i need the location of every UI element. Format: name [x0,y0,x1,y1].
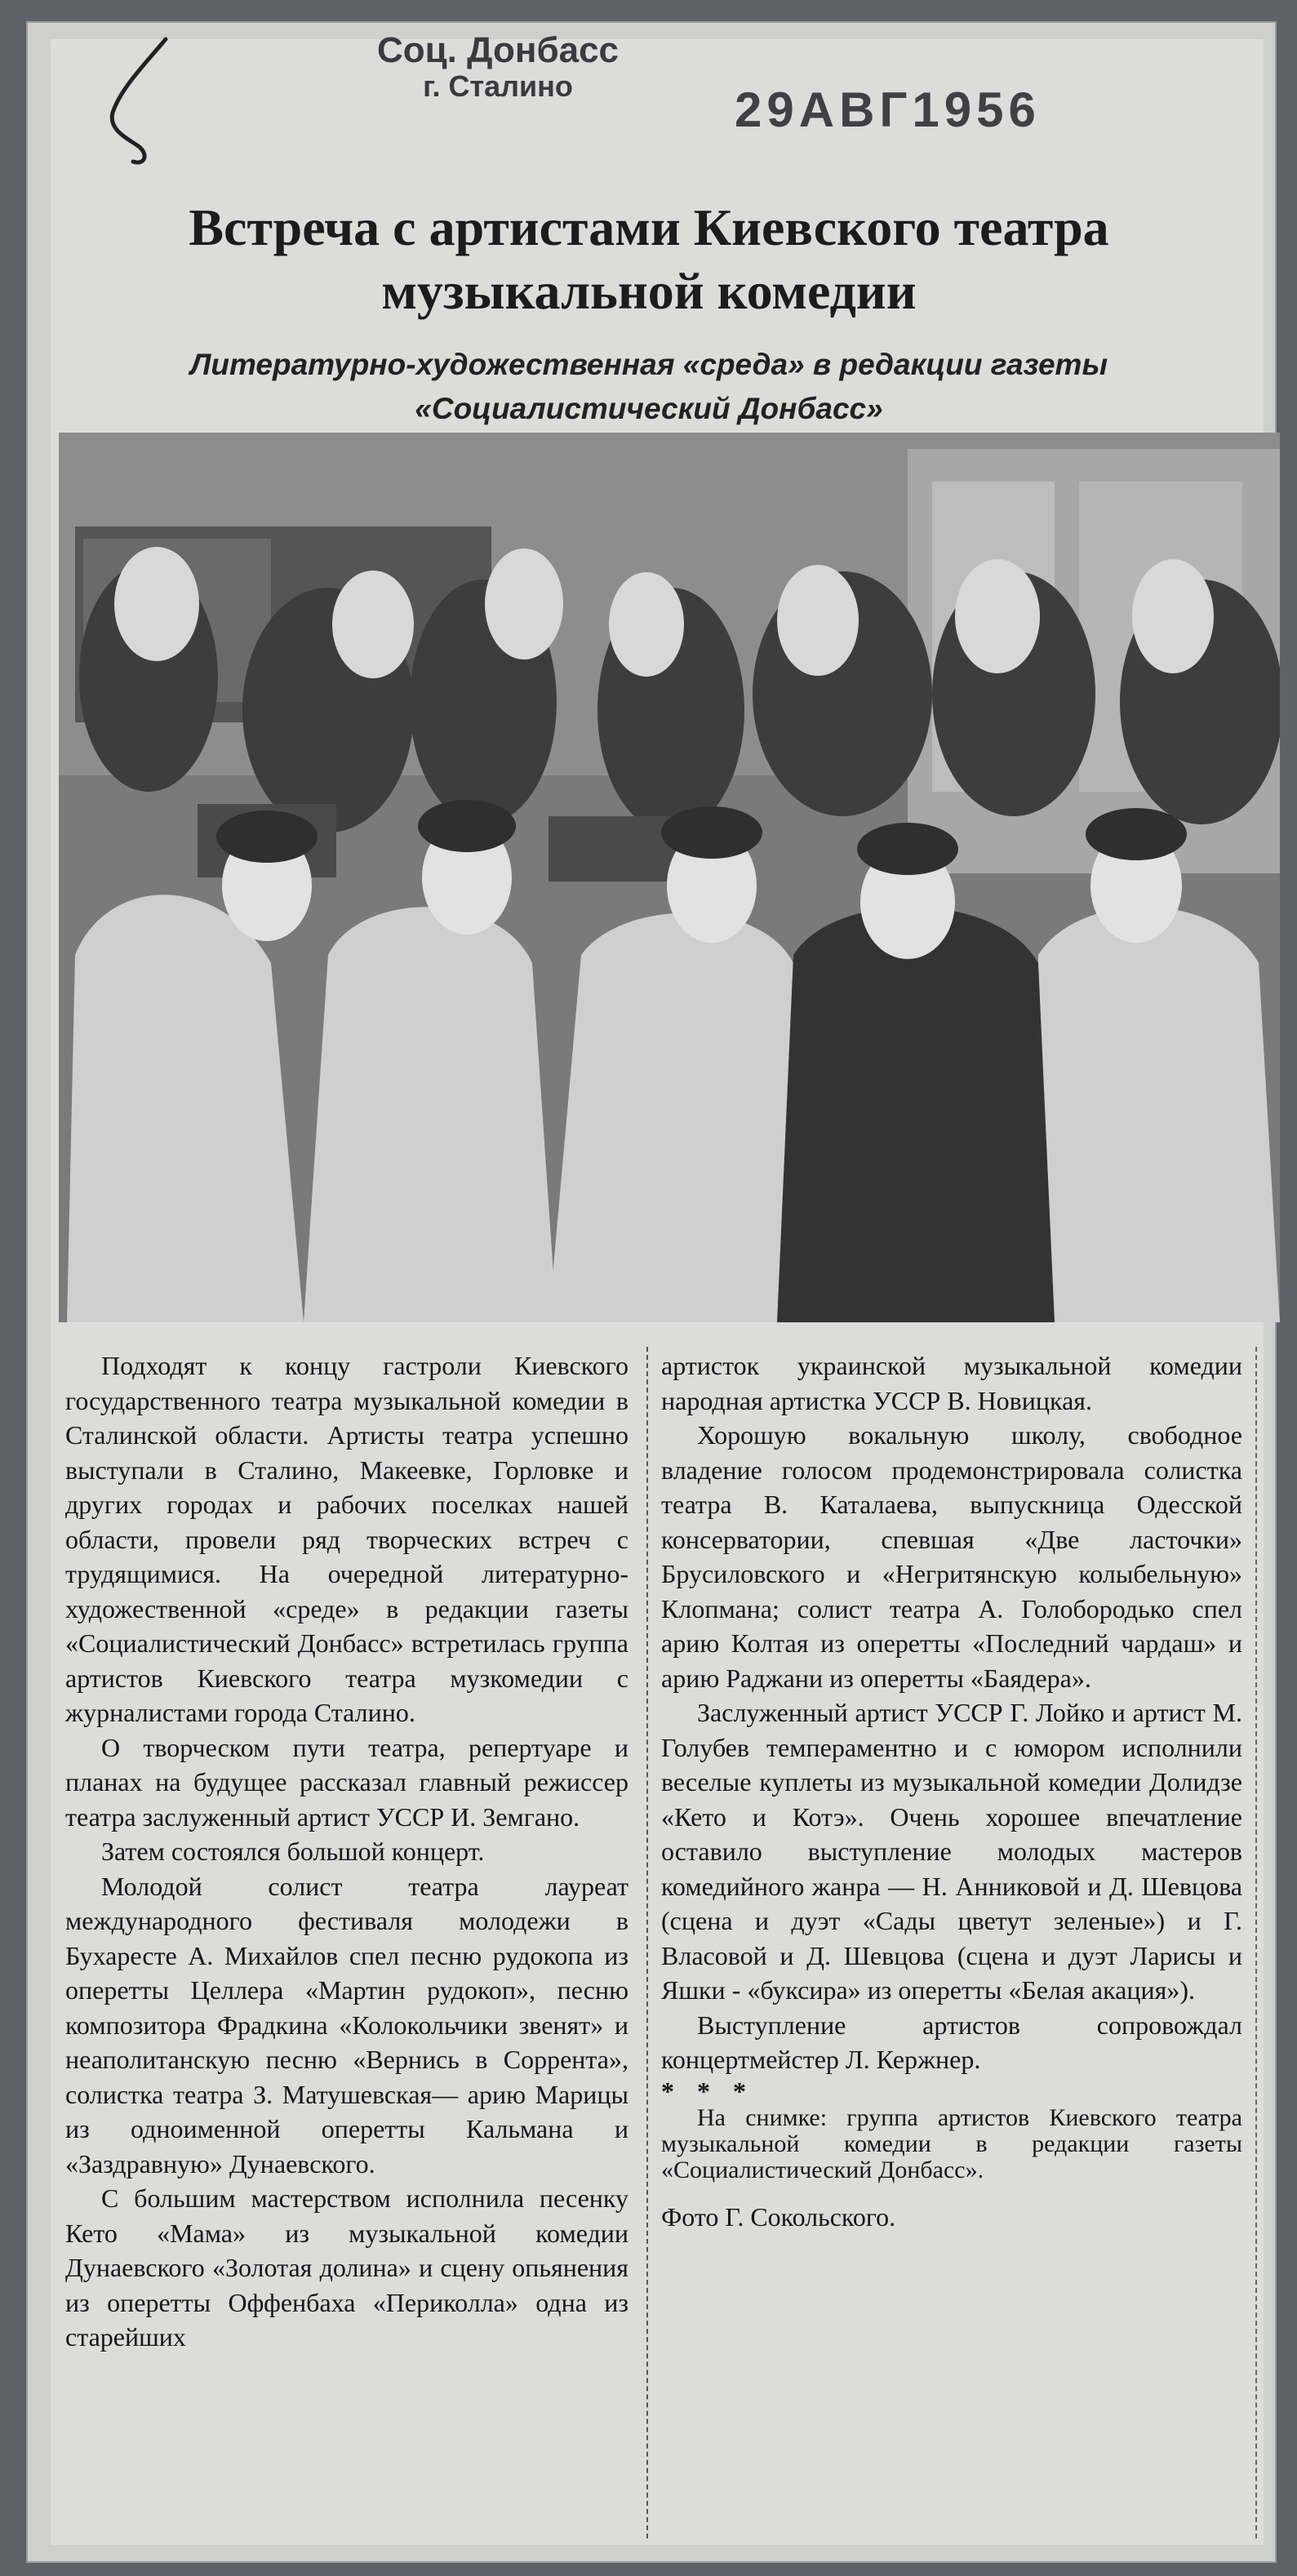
section-separator: * * * [661,2076,754,2106]
photo-caption: На снимке: группа артистов Киевского театра музыкальной комедии в редакции газеты «Социалистический Донбасс». [661,2103,1242,2183]
group-photo [59,433,1280,1322]
paragraph: Выступление артистов сопровождал концертмейстер Л. Кержнер. [661,2010,1242,2074]
paragraph: Хорошую вокальную школу, свободное владение голосом продемонстрировала солистка театра В. Каталаева, выпускница Одесской консерватории, спевшая «Две ласточки» Брусиловского и «Негритянскую колыбельную» Клопмана; солист театра А. Голобородько спел арию Колтая из оперетты «Последний чардаш» и арию Раджани из оперетты «Баядера». [661,1420,1242,1693]
paragraph: Молодой солист театра лауреат международного фестиваля молодежи в Бухаресте А. Михайлов спел песню рудокопа из оперетты Целлера «Мартин рудокоп», песню композитора Фрадкина «Колокольчики звенят» и неаполитанскую песню «Вернись в Соррента», солистка театра З. Матушевская— арию Марицы из одноименной оперетты Кальмана и «Заздравную» Дунаевского. [65,1871,629,2178]
paragraph: Подходят к концу гастроли Киевского государственного театра музыкальной комедии в Сталинской области. Артисты театра успешно выступали в Сталино, Макеевке, Горловке и других городах и рабочих поселках нашей области, провели ряд творческих встреч с трудящимися. На очередной литературно-художественной «среде» в редакции газеты «Социалистический Донбасс» встретилась группа артистов Киевского театра музкомедии с журналистами города Сталино. [65,1351,629,1727]
paragraph: О творческом пути театра, репертуаре и планах на будущее рассказал главный режиссер театра заслуженный артист УССР И. Земгано. [65,1732,629,1832]
source-stamp [326,31,669,103]
handwritten-mark [88,31,178,170]
paragraph: Заслуженный артист УССР Г. Лойко и артист М. Голубев темпераментно и с юмором исполнили веселые куплеты из музыкальной комедии Долидзе «Кето и Котэ». Очень хорошее впечатление оставило выступление молодых мастеров комедийного жанра — Н. Анниковой и Д. Шевцова (сцена и дуэт «Сады цветут зеленые») и Г. Власовой и Д. Шевцова (сцена и дуэт Ларисы и Яшки - «буксира» из оперетты «Белая акация»). [661,1698,1242,2005]
headline: Встреча с артистами Киевского театра музыкальной комедии [189,198,1109,321]
right-edge-rule [1255,1347,1257,2538]
subheadline: Литературно-художественная «среда» в редакции газеты «Социалистический Донбасс» [189,348,1108,425]
article-column-left [65,1348,629,2355]
city-name: г. Сталино [423,69,573,104]
paragraph: Затем состоялся большой концерт. [101,1837,485,1866]
date-stamp: 29АВГ1956 [735,82,1041,137]
article-column-right [661,1348,1242,2234]
newspaper-name: Соц. Донбасс [376,30,620,70]
paragraph: артисток украинской музыкальной комедии народная артистка УССР В. Новицкая. [661,1351,1242,1415]
photo-credit: Фото Г. Сокольского. [661,2201,896,2232]
paragraph: С большим мастерством исполнила песенку Кето «Мама» из музыкальной комедии Дунаевского «Золотая долина» и сцену опьянения из оперетты Оффенбаха «Периколла» одна из старейших [65,2183,629,2352]
column-divider [646,1347,648,2538]
group-photo-image [59,433,1280,1322]
